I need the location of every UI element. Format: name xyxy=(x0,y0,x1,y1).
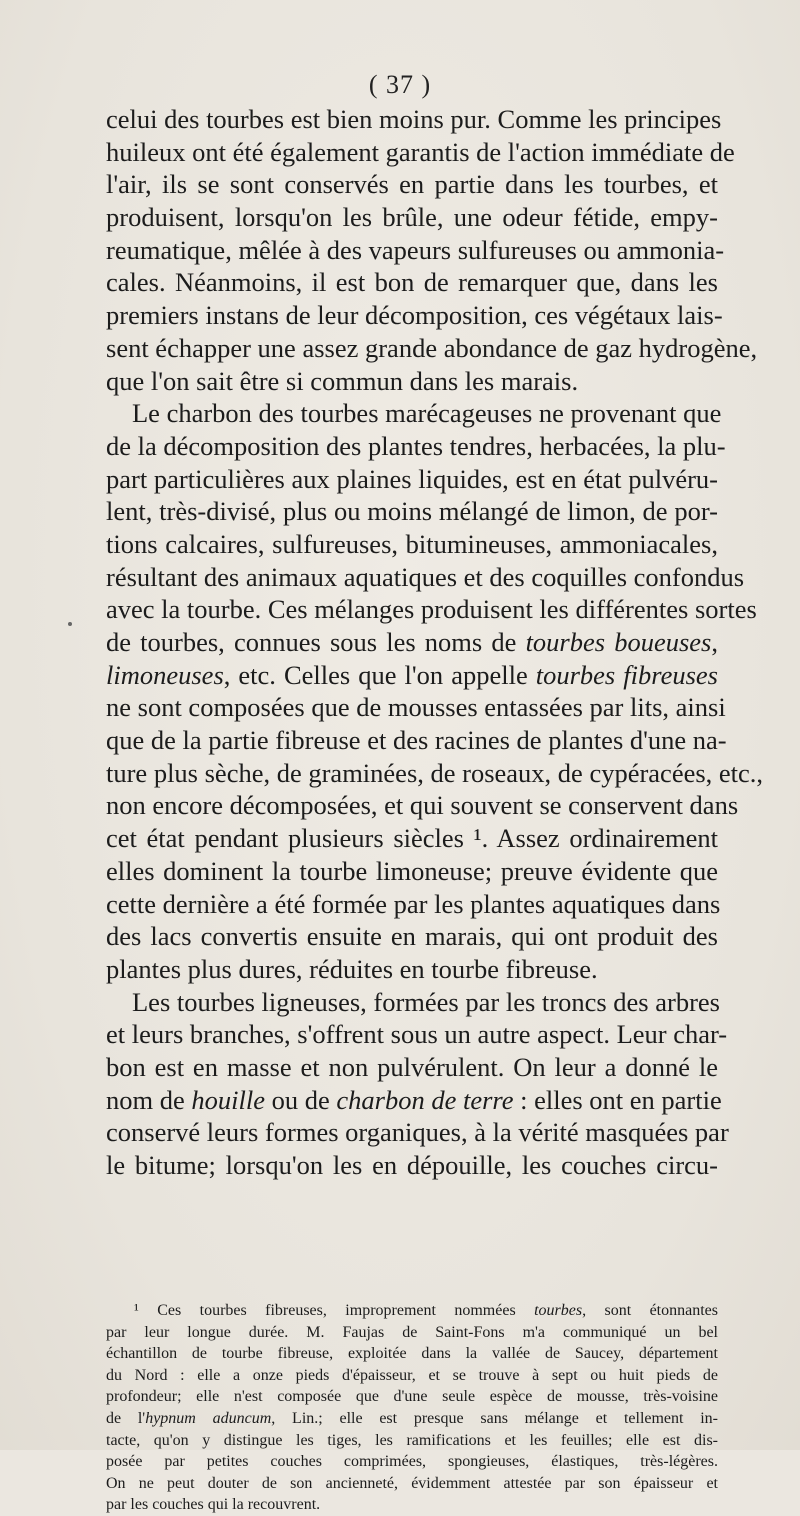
text-line: que de la partie fibreuse et des racines de plantes d'une na- xyxy=(106,725,727,756)
text-line: et leurs branches, s'offrent sous un autre aspect. Leur char- xyxy=(106,1019,728,1050)
text-line: plantes plus dures, réduites en tourbe fibreuse. xyxy=(106,953,598,984)
text-line: conservé leurs formes organiques, à la vérité masquées par xyxy=(106,1117,729,1148)
text-line: elles dominent la tourbe limoneuse; preuve évidente que xyxy=(106,855,718,886)
footnote-line: posée par petites couches comprimées, spongieuses, élastiques, très-légères. xyxy=(106,1453,718,1471)
footnote-line: par leur longue durée. M. Faujas de Saint-Fons m'a communiqué un bel xyxy=(106,1323,718,1341)
footnote-line: tacte, qu'on y distingue les tiges, les ramifications et les feuilles; elle est dis- xyxy=(106,1431,718,1449)
margin-ink-dot xyxy=(68,622,72,626)
footnote-line: de l'hypnum aduncum, Lin.; elle est presque sans mélange et tellement in- xyxy=(106,1409,719,1427)
footnote-line: échantillon de tourbe fibreuse, exploitée dans la vallée de Saucey, département xyxy=(106,1345,718,1363)
text-line: produisent, lorsqu'on les brûle, une odeur fétide, empy- xyxy=(106,202,718,233)
footnote xyxy=(106,1300,718,1516)
text-line: celui des tourbes est bien moins pur. Comme les principes xyxy=(106,104,722,134)
text-line: de la décomposition des plantes tendres, herbacées, la plu- xyxy=(106,430,726,461)
text-line: Le charbon des tourbes marécageuses ne provenant que xyxy=(132,398,722,429)
footnote-line: du Nord : elle a onze pieds d'épaisseur, et se trouve à sept ou huit pieds de xyxy=(106,1366,718,1384)
page-number: ( 37 ) xyxy=(368,70,432,99)
text-line: des lacs convertis ensuite en marais, qui ont produit des xyxy=(106,921,718,952)
text-line: bon est en masse et non pulvérulent. On leur a donné le xyxy=(106,1051,718,1082)
text-line: de tourbes, connues sous les noms de tourbes boueuses, xyxy=(106,627,718,657)
text-line: reumatique, mêlée à des vapeurs sulfureuses ou ammonia- xyxy=(106,234,725,265)
text-line: Les tourbes ligneuses, formées par les troncs des arbres xyxy=(132,986,720,1017)
text-line: huileux ont été également garantis de l'action immédiate de xyxy=(106,136,735,167)
text-line: sent échapper une assez grande abondance de gaz hydrogène, xyxy=(106,332,758,363)
text-line: avec la tourbe. Ces mélanges produisent les différentes sortes xyxy=(106,594,757,625)
footnote-line: par les couches qui la recouvrent. xyxy=(106,1496,321,1514)
text-line: part particulières aux plaines liquides, est en état pulvéru- xyxy=(106,463,718,494)
text-line: premiers instans de leur décomposition, ces végétaux lais- xyxy=(106,300,723,331)
text-line: que l'on sait être si commun dans les marais. xyxy=(106,365,579,396)
text-line: cette dernière a été formée par les plantes aquatiques dans xyxy=(106,888,721,919)
text-line: ne sont composées que de mousses entassées par lits, ainsi xyxy=(106,692,726,723)
text-line: résultant des animaux aquatiques et des coquilles confondus xyxy=(106,561,745,592)
text-line: le bitume; lorsqu'on les en dépouille, les couches circu- xyxy=(106,1150,718,1180)
footnote-line: ¹ Ces tourbes fibreuses, improprement nommées tourbes, sont étonnantes xyxy=(134,1302,718,1319)
text-line: nom de houille ou de charbon de terre : elles ont en partie xyxy=(106,1084,722,1115)
text-line: cales. Néanmoins, il est bon de remarquer que, dans les xyxy=(106,267,718,298)
text-line: limoneuses, etc. Celles que l'on appelle tourbes fibreuses xyxy=(106,659,718,690)
main-text xyxy=(106,103,764,1182)
text-line: lent, très-divisé, plus ou moins mélangé de limon, de por- xyxy=(106,496,718,527)
footnote-line: profondeur; elle n'est composée que d'une seule espèce de mousse, très-voisine xyxy=(106,1388,718,1406)
text-line: non encore décomposées, et qui souvent se conservent dans xyxy=(106,790,739,821)
text-line: ture plus sèche, de graminées, de roseaux, de cypéracées, etc., xyxy=(106,757,764,788)
footnote-line: On ne peut douter de son ancienneté, évidemment attestée par son épaisseur et xyxy=(106,1474,718,1492)
text-line: tions calcaires, sulfureuses, bitumineuses, ammoniacales, xyxy=(106,528,718,559)
text-line: cet état pendant plusieurs siècles ¹. Assez ordinairement xyxy=(106,823,718,854)
text-line: l'air, ils se sont conservés en partie dans les tourbes, et xyxy=(106,169,718,200)
